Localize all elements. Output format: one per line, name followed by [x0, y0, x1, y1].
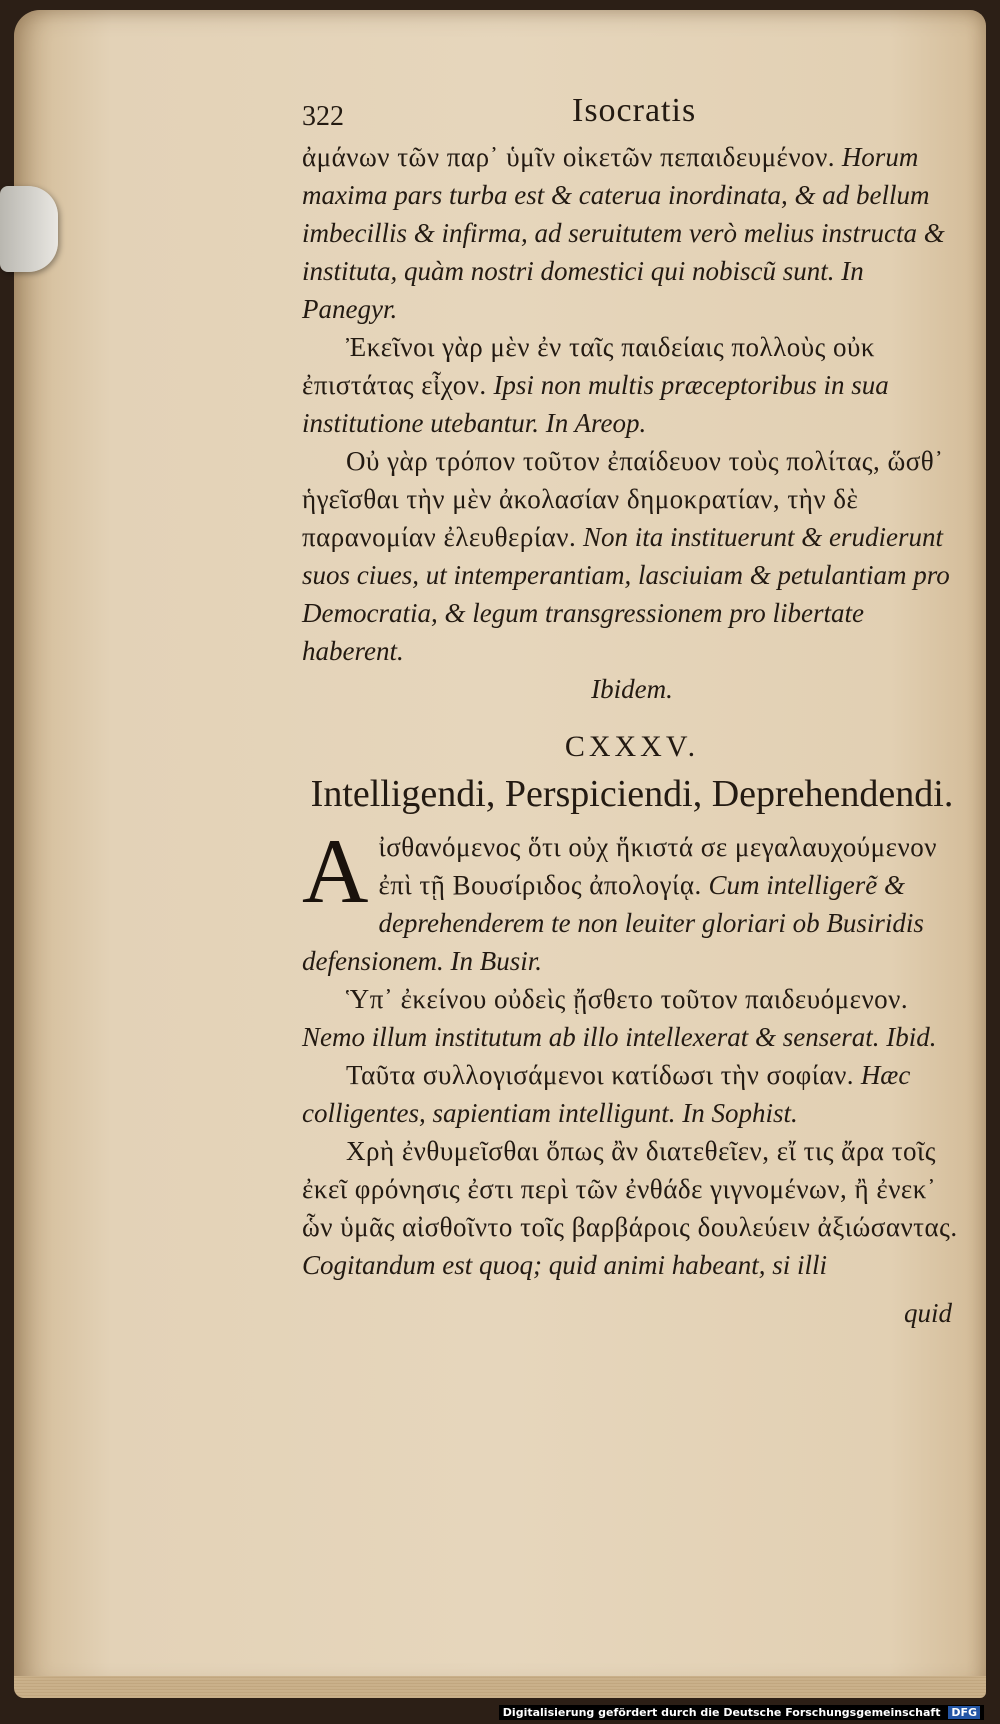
latin-translation: Nemo illum institutum ab illo intellexerat & senserat. Ibid.: [302, 1022, 937, 1052]
greek-quote: Χρὴ ἐνθυμεῖσθαι ὅπως ἂν διατεθεῖεν, εἴ τις ἄρα τοῖς ἐκεῖ φρόνησις ἐστι περὶ τῶν ἐνθάδε γιγνομένων, ἢ ἐνεκ᾽ ὧν ὑμᾶς αἰσθοῖντο τοῖς βαρβάροις δουλεύειν ἀξιώσαντας.: [302, 1136, 958, 1242]
entry-paragraph: [302, 328, 962, 442]
chapter-number: CXXXV.: [564, 730, 700, 763]
greek-quote: Ἐκεῖνοι γὰρ μὲν ἐν ταῖς παιδείαις πολλοὺς οὐκ ἐπιστάτας εἶχον.: [302, 332, 876, 400]
entry-paragraph: [302, 980, 962, 1056]
greek-quote: Ὑπ᾽ ἐκείνου οὐδεὶς ᾔσθετο τοῦτον παιδευόμενον.: [346, 984, 909, 1014]
bookmark-tab: [0, 186, 58, 272]
drop-capital: A: [302, 820, 369, 922]
dfg-logo: DFG: [948, 1706, 980, 1719]
latin-translation: Horum maxima pars turba est & caterua inordinata, & ad bellum imbecillis & infirma, ad seruitutem verò melius instructa & instituta, quàm nostri domestici qui nobiscũ sunt. In Panegyr.: [302, 142, 945, 324]
entry-paragraph: [302, 820, 962, 980]
page-edges: [14, 1676, 986, 1698]
entry-paragraph: [302, 442, 962, 670]
source-reference: Ibidem.: [591, 674, 673, 704]
page-text: [302, 92, 962, 1332]
greek-quote: ἀμάνων τῶν παρ᾽ ὑμῖν οἰκετῶν πεπαιδευμένον.: [302, 142, 836, 172]
greek-quote: Ταῦτα συλλογισάμενοι κατίδωσι τὴν σοφίαν.: [346, 1060, 855, 1090]
digitization-footer: [499, 1705, 984, 1720]
entry-paragraph: [302, 1056, 962, 1132]
latin-translation: Ipsi non multis præceptoribus in sua institutione utebantur. In Areop.: [302, 370, 889, 438]
greek-quote: ἰσθανόμενος ὅτι οὐχ ἥκιστά σε μεγαλαυχούμενον ἐπὶ τῇ Βουσίριδος ἀπολογίᾳ.: [378, 832, 937, 900]
latin-translation: Cogitandum est quoq; quid animi habeant, si illi: [302, 1250, 827, 1280]
footer-text: Digitalisierung gefördert durch die Deutsche Forschungsgemeinschaft: [502, 1706, 941, 1719]
entry-paragraph: [302, 138, 962, 328]
page-header: [302, 92, 962, 138]
running-head: Isocratis: [572, 92, 697, 129]
latin-translation: Hæc colligentes, sapientiam intelligunt. In Sophist.: [302, 1060, 911, 1128]
page-number: 322: [302, 101, 344, 132]
chapter-title: Intelligendi, Perspiciendi, Deprehendendi.: [310, 773, 954, 815]
greek-quote: Οὐ γὰρ τρόπον τοῦτον ἐπαίδευον τοὺς πολίτας, ὥσθ᾽ ἡγεῖσθαι τὴν μὲν ἀκολασίαν δημοκρατίαν, τὴν δὲ παρανομίαν ἐλευθερίαν.: [302, 446, 944, 552]
entry-paragraph: [302, 1132, 962, 1284]
latin-translation: Cum intelligerẽ & deprehenderem te non leuiter gloriari ob Busiridis defensionem. In Busir.: [302, 870, 924, 976]
latin-translation: Non ita instituerunt & erudierunt suos ciues, ut intemperantiam, lasciuiam & petulantiam pro Democratia, & legum transgressionem pro libertate haberent.: [302, 522, 950, 666]
catchword: quid: [903, 1298, 952, 1328]
